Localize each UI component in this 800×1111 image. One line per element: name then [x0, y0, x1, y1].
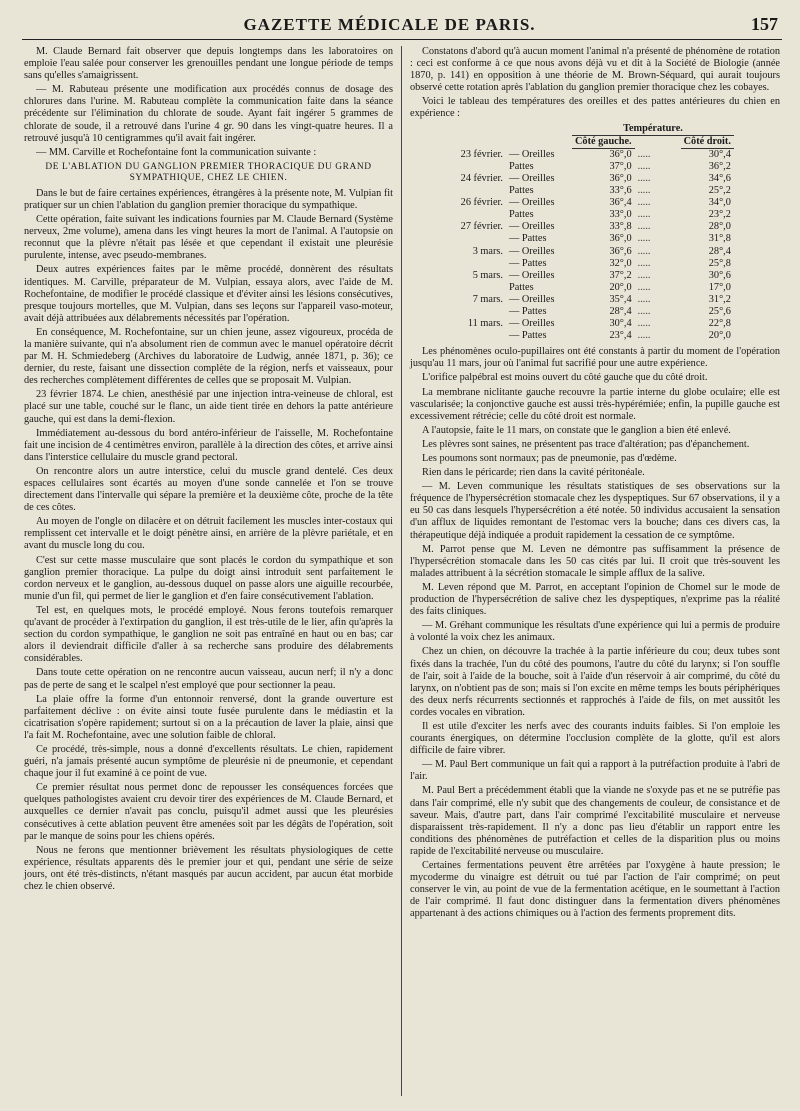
row-date: 23 février. — [460, 148, 503, 160]
table-row — [430, 209, 734, 221]
row-right-value: 22°,8 — [708, 318, 731, 330]
row-left-value: 33°,0 — [609, 209, 632, 221]
row-left-value: 28°,4 — [609, 305, 632, 317]
row-date — [430, 161, 506, 173]
row-right-value: 36°,2 — [708, 160, 731, 172]
paragraph: Dans le but de faire certaines expériences, étrangères à la présente note, M. Vulpian fit pratiquer sur un chien l'ablation du ganglion premier thoracique du sympathique. — [24, 187, 393, 211]
row-left-value: 36°,4 — [609, 197, 632, 209]
row-right-value: 31°,8 — [708, 233, 731, 245]
row-part: — Oreilles — [509, 221, 555, 233]
row-part: — Oreilles — [509, 269, 555, 281]
table-row — [430, 185, 734, 197]
table-row — [430, 306, 734, 318]
table-row — [430, 161, 734, 173]
row-leader-dots: ..... — [637, 305, 651, 317]
table-row — [430, 294, 734, 306]
row-part: — Oreilles — [509, 148, 555, 160]
row-date — [430, 233, 506, 245]
row-left-value: 32°,0 — [609, 257, 632, 269]
row-part: Pattes — [509, 160, 534, 172]
row-right-value: 28°,0 — [708, 221, 731, 233]
row-part: — Oreilles — [509, 245, 555, 257]
paragraph: Ce procédé, très-simple, nous a donné d'excellents résultats. Le chien, rapidement guéri, n'a jamais présenté aucun symptôme de pleurésie ni de pneumonie, et cependant chaque jour il fut examiné à ce point de vue. — [24, 743, 393, 780]
paragraph: — M. Rabuteau présente une modification aux procédés connus de dosage des chlorures dans l'urine. M. Rabuteau complète la communication faite dans la séance précédente sur l'élimination du chlorate de soude. Ayant fait ingérer 5 grammes de chlorate de soude, il a retrouvé dans l'urine 4 gr. 90 dans les vingt-quatre heures. Il a retrouvé jusqu'à 10 centigrammes qu'il avait fait ingérer. — [24, 84, 393, 144]
row-left-value: 36°,0 — [609, 148, 632, 160]
row-leader-dots: ..... — [637, 330, 651, 342]
row-leader-dots: ..... — [637, 257, 651, 269]
row-right-value: 17°,0 — [708, 281, 731, 293]
paragraph: Voici le tableau des températures des oreilles et des pattes antérieures du chien en expérience : — [410, 96, 780, 120]
row-part: — Pattes — [509, 233, 547, 245]
paragraph: A l'autopsie, faite le 11 mars, on constate que le ganglion a bien été enlevé. — [422, 424, 731, 436]
section-heading: DE L'ABLATION DU GANGLION PREMIER THORACIQUE DU GRAND SYMPATHIQUE, CHEZ LE CHIEN. — [45, 161, 372, 183]
table-row — [430, 197, 734, 209]
row-right-value: 30°,4 — [708, 148, 731, 160]
row-part: Pattes — [509, 185, 534, 197]
paragraph: Nous ne ferons que mentionner brièvement les résultats physiologiques de cette expérience, résultats apparents dès le premier jour et qui, pendant une série de seize jours, ont été très-distincts, n'étant masqués par aucun accident, par aucun état morbide chez le chien observé. — [24, 844, 393, 892]
table-header-right-side: Côté droit. — [681, 135, 734, 148]
row-part: — Oreilles — [509, 293, 555, 305]
row-part: Pattes — [509, 209, 534, 221]
table-row — [430, 233, 734, 245]
paragraph: En conséquence, M. Rochefontaine, sur un chien jeune, assez vigoureux, procéda de la manière suivante, qui n'a absolument rien de commun avec le manuel opératoire décrit par M. H. Schmiedeberg (Archives du laboratoire de Ludwig, année 1871, p. 36); ce dernier, du reste, faisant une dissection complète de la région, nerfs et vaisseaux, pour des recherches complètement différentes de celles que se proposait M. Vulpian. — [24, 326, 393, 387]
row-right-value: 25°,8 — [708, 257, 731, 269]
row-leader-dots: ..... — [637, 269, 651, 281]
paragraph: Ce premier résultat nous permet donc de repousser les conséquences forcées que quelques pathologistes avaient cru devoir tirer des expériences de M. Claude Bernard, et auxquelles ce dernier n'avait pas conclu, puisqu'il admet aussi que les pleurésies consécutives à cette ablation peuvent être amenées soit par les dégâts de l'opération, soit par le manque de soins pour les chiens opérés. — [24, 782, 393, 842]
row-left-value: 33°,6 — [609, 185, 632, 197]
paragraph: — M. Leven communique les résultats statistiques de ses observations sur la fréquence de l'hypersécrétion stomacale chez les dyspeptiques. Sur 67 observations, il y a eu 50 cas dans lesquels l'hypersécrétion a été notée. 50 individus accusaient la sensation d'un afflux de liquides remontant de l'estomac vers la bouche; dans ces divers cas, la thérapeutique déjà indiquée a produit rapidement la cessation de ce symptôme. — [410, 481, 780, 541]
paragraph: — M. Paul Bert communique un fait qui a rapport à la putréfaction produite à l'abri de l'air. — [410, 759, 780, 783]
row-part: — Pattes — [509, 257, 547, 269]
row-left-value: 33°,8 — [609, 221, 632, 233]
row-left-value: 36°,6 — [609, 245, 632, 257]
row-leader-dots: ..... — [637, 160, 651, 172]
table-header-temperature: Température. — [572, 123, 734, 136]
table-header-left-side: Côté gauche. — [572, 135, 635, 148]
paragraph: — MM. Carville et Rochefontaine font la communication suivante : — [36, 146, 317, 158]
row-leader-dots: ..... — [637, 245, 651, 257]
row-date: 11 mars. — [467, 318, 503, 330]
row-left-value: 20°,0 — [609, 281, 632, 293]
row-leader-dots: ..... — [637, 172, 651, 184]
row-left-value: 36°,0 — [609, 233, 632, 245]
row-leader-dots: ..... — [637, 293, 651, 305]
paragraph: Les phénomènes oculo-pupillaires ont été constants à partir du moment de l'opération jusqu'au 11 mars, jour où l'animal fut sacrifié pour une autre expérience. — [410, 346, 780, 370]
paragraph: C'est sur cette masse musculaire que sont placés le cordon du sympathique et son ganglion premier thoracique. La pulpe du doigt ainsi introduit sent parfaitement le cordon nerveux et le ganglion, au-dessous duquel on passe alors une aiguille recourbée, munie d'un fil, qui permet de lier le ganglion et d'en faire consécutivement l'ablation. — [24, 554, 393, 602]
paragraph: Les poumons sont normaux; pas de pneumonie, pas d'œdème. — [422, 453, 677, 464]
row-right-value: 34°,0 — [708, 197, 731, 209]
row-right-value: 20°,0 — [708, 330, 731, 342]
paragraph: Rien dans le péricarde; rien dans la cavité péritonéale. — [422, 467, 645, 479]
two-column-body — [22, 46, 782, 1096]
row-part: — Pattes — [509, 305, 547, 317]
row-date — [430, 330, 506, 342]
paragraph: Tel est, en quelques mots, le procédé employé. Nous ferons toutefois remarquer qu'avant de procéder à l'extirpation du ganglion, il est très-utile de le lier, afin qu'après la section du cordon sympathique, le ganglion ne soit pas entraîné en haut ou en bas; car alors il deviendrait difficile d'aller à sa recherche sans produire des délabrements considérables. — [24, 604, 393, 665]
row-right-value: 34°,6 — [708, 172, 731, 184]
row-right-value: 31°,2 — [708, 293, 731, 305]
paragraph: Constatons d'abord qu'à aucun moment l'animal n'a présenté de phénomène de rotation : ceci est conforme à ce que nous avons déjà vu et dit à la Société de Biologie (année 1870, p. 141) en opposition à une théorie de M. Brown-Séquard, qui aurait toujours observé cette rotation après l'ablation du ganglion premier thoracique chez les cobayes. — [410, 46, 780, 94]
row-date: 26 février. — [460, 197, 503, 209]
row-leader-dots: ..... — [637, 281, 651, 293]
paragraph: Au moyen de l'ongle on dilacère et on détruit facilement les muscles inter-costaux qui remplissent cet intervalle et le doigt pénètre ainsi, en arrière de la plèvre pariétale, et en avant du muscle long du cou. — [24, 516, 393, 552]
row-part: — Oreilles — [509, 318, 555, 330]
row-right-value: 25°,6 — [708, 305, 731, 317]
paragraph: Dans toute cette opération on ne rencontre aucun vaisseau, aucun nerf; il n'y a donc pas de perte de sang et le scalpel n'est employé que pour sectionner la peau. — [24, 667, 393, 691]
row-left-value: 35°,4 — [609, 293, 632, 305]
row-leader-dots: ..... — [637, 233, 651, 245]
paragraph: Cette opération, faite suivant les indications fournies par M. Claude Bernard (Système nerveux, 2me volume), amena dans les vingt heures la mort de l'animal. A l'autopsie on reconnut que la plèvre n'était pas lésée et que cependant il existait une pleurésie purulente, intense, avec pseudo-membranes. — [24, 214, 393, 262]
paragraph: — M. Gréhant communique les résultats d'une expérience qui lui a permis de produire à volonté la voix chez les animaux. — [410, 620, 780, 644]
table-row — [430, 270, 734, 282]
paragraph: M. Leven répond que M. Parrot, en acceptant l'opinion de Chomel sur le mode de production de l'hypersécrétion de salive chez les dyspeptiques, n'exprime pas la réalité des faits cliniques. — [410, 581, 780, 618]
row-part: Pattes — [509, 281, 534, 293]
row-date — [430, 258, 506, 270]
row-right-value: 23°,2 — [708, 209, 731, 221]
row-left-value: 37°,2 — [609, 269, 632, 281]
table-header-row — [430, 123, 734, 136]
table-row — [430, 173, 734, 185]
row-left-value: 37°,0 — [609, 160, 632, 172]
table-row — [430, 282, 734, 294]
paragraph: La membrane niclitante gauche recouvre la partie interne du globe oculaire; elle est vascularisée; la conjonctive gauche est aussi très-hypérémiée; enfin, la pupille gauche est excessivement rétrécie; celle du côté droit est normale. — [410, 386, 780, 422]
left-column — [22, 46, 402, 1096]
row-right-value: 30°,6 — [708, 269, 731, 281]
table-row — [430, 330, 734, 342]
paragraph: Les plèvres sont saines, ne présentent pas trace d'altération; pas d'épanchement. — [422, 438, 750, 450]
row-leader-dots: ..... — [637, 318, 651, 330]
row-date — [430, 209, 506, 221]
row-date — [430, 282, 506, 294]
table-header-row — [430, 135, 734, 148]
row-left-value: 23°,4 — [609, 330, 632, 342]
row-left-value: 36°,0 — [609, 172, 632, 184]
journal-title: GAZETTE MÉDICALE DE PARIS. — [243, 15, 536, 34]
row-leader-dots: ..... — [637, 197, 651, 209]
paragraph: M. Parrot pense que M. Leven ne démontre pas suffisamment la présence de l'hypersécrétion stomacale dans les 50 cas cités par lui. Il croit que très-souvent les malades attribuent à la sécrétion stomacale le simple afflux de la salive. — [410, 543, 780, 579]
row-date: 3 mars. — [472, 245, 503, 257]
right-column — [402, 46, 782, 1096]
row-right-value: 28°,4 — [708, 245, 731, 257]
paragraph: L'orifice palpébral est moins ouvert du côté gauche que du côté droit. — [422, 372, 708, 384]
row-leader-dots: ..... — [637, 185, 651, 197]
page-number: 157 — [751, 14, 778, 34]
table-row — [430, 221, 734, 233]
table-row — [430, 246, 734, 258]
row-date — [430, 306, 506, 318]
row-date: 7 mars. — [472, 293, 503, 305]
row-part: — Pattes — [509, 330, 547, 342]
temperature-table — [430, 123, 734, 343]
paragraph: Certaines fermentations peuvent être arrêtées par l'oxygène à haute pression; le mycoderme du vinaigre est détruit ou tué par l'action de l'air comprimé; on peut conserver le vin, au point de vue de la fermentation acétique, en le soumettant à l'action de l'air comprimé. Il faut donc distinguer dans la fermentation divers phénomènes appartenant à des actions chimiques ou à l'action des ferments proprement dits. — [410, 860, 780, 920]
paragraph: On rencontre alors un autre interstice, celui du muscle grand dentelé. Ces deux espaces cellulaires sont écartés au moyen d'une sonde cannelée et l'on se trouve directement dans l'intervalle qui sépare la première et la deuxième côte, proche de la tête de ces côtes. — [24, 465, 393, 514]
row-left-value: 30°,4 — [609, 318, 632, 330]
paragraph: Deux autres expériences faites par le même procédé, donnèrent des résultats identiques. M. Carville, préparateur de M. Vulpian, essaya alors, avec l'aide de M. Rochefontaine, de modifier le procédé classique et d'éviter ainsi les lésions consécutives, presque toujours mortelles, que M. Vulpian, dans ses leçons sur l'appareil vaso-moteur, avait déjà attribuées aux délabrements nécessités par l'opération. — [24, 264, 393, 324]
paragraph: Chez un chien, on découvre la trachée à la partie inférieure du cou; deux tubes sont fixés dans la trachée, l'un du côté des poumons, l'autre du côté du larynx; si l'on souffle de l'air, soit à l'aide de la bouche, soit à l'aide d'un réservoir à air comprimé, du côté du larynx, on n'obtient pas de son; mais si l'on excite en même temps les bouts périphériques des deux nerfs récurrents sectionnés et rapprochés à l'aide de fils, on met aussitôt les cordes vocales en vibration. — [410, 646, 780, 718]
row-right-value: 25°,2 — [708, 185, 731, 197]
row-leader-dots: ..... — [637, 221, 651, 233]
page-header — [22, 14, 782, 40]
paragraph: La plaie offre la forme d'un entonnoir renversé, dont la grande ouverture est parfaitement déclive : on évite ainsi toute fusée purulente dans le médiastin et la cicatrisation s'opère rapidement; surtout si on a la précaution de laver la plaie, ainsi que l'a fait M. Rochefontaine, avec une solution faible de chloral. — [24, 693, 393, 741]
paragraph: 23 février 1874. Le chien, anesthésié par une injection intra-veineuse de chloral, est placé sur une table, couché sur le flanc, un aide tient tirée en dehors la patte antérieure gauche, qui est dans la demi-flexion. — [24, 389, 393, 425]
row-date — [430, 185, 506, 197]
paragraph: Immédiatement au-dessous du bord antéro-inférieur de l'aisselle, M. Rochefontaine fait une incision de 4 centimètres environ, parallèle à la direction des côtes, et arrive ainsi dans l'interstice cellulaire du muscle grand pectoral. — [24, 427, 393, 463]
row-date: 24 février. — [460, 172, 503, 184]
paragraph: M. Paul Bert a précédemment établi que la viande ne s'oxyde pas et ne se putréfie pas dans l'air comprimé, elle n'y subit que des changements de couleur, de consistance et de saveur. Mais, d'autre part, dans l'air comprimé l'excitabilité musculaire et nerveuse disparaissent très-rapidement. Il n'y a donc pas lieu d'établir un rapport entre les conditions des phénomènes de putréfaction et celles de la disparition plus ou moins rapide de l'excitabilité nerveuse ou musculaire. — [410, 785, 780, 857]
row-leader-dots: ..... — [637, 209, 651, 221]
table-row — [430, 258, 734, 270]
row-part: — Oreilles — [509, 172, 555, 184]
paragraph: M. Claude Bernard fait observer que depuis longtemps dans les laboratoires on emploie l'eau salée pour conserver les grenouilles pendant une longue période de temps sans qu'elles s'amaigrissent. — [24, 46, 393, 82]
row-date: 27 février. — [460, 221, 503, 233]
paragraph: Il est utile d'exciter les nerfs avec des courants induits faibles. Si l'on emploie les courants énergiques, on détermine l'occlusion complète de la glotte, qu'il est alors difficile de faire vibrer. — [410, 720, 780, 757]
row-date: 5 mars. — [472, 269, 503, 281]
row-leader-dots: ..... — [637, 148, 651, 160]
table-row — [430, 318, 734, 330]
row-part: — Oreilles — [509, 197, 555, 209]
table-row — [430, 148, 734, 161]
